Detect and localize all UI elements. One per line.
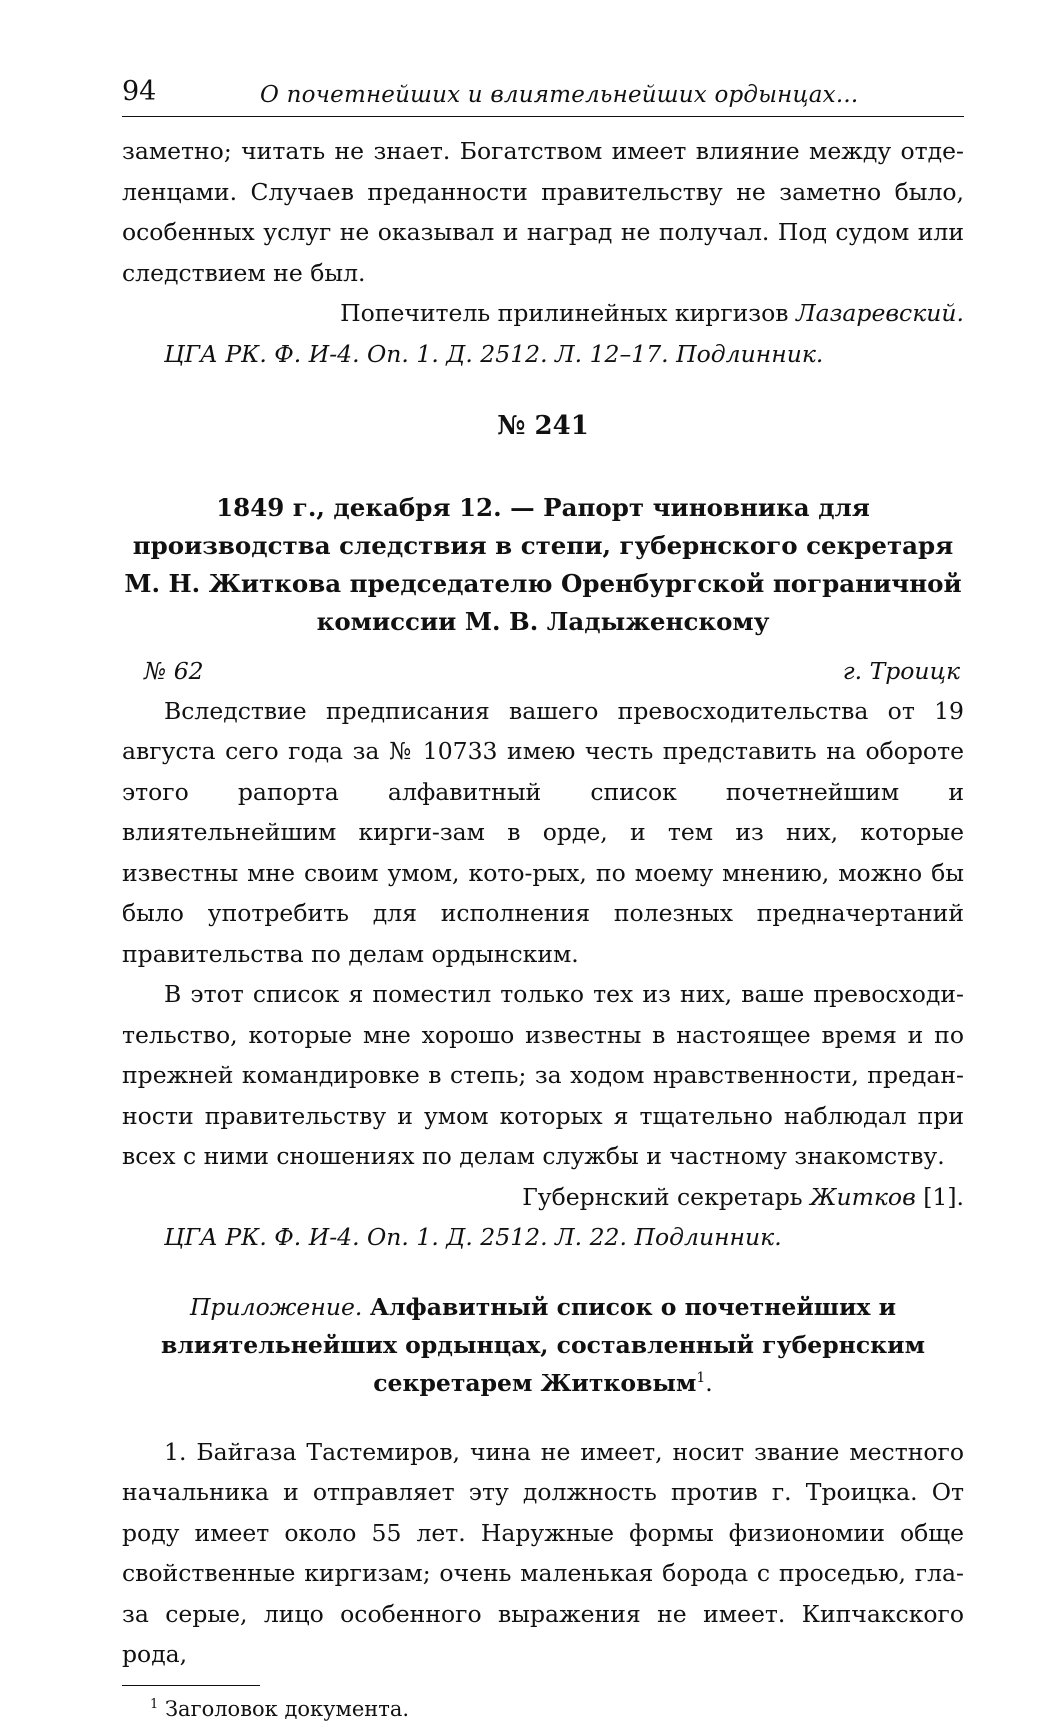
- footnote: [122, 1692, 964, 1726]
- signature-ref: [1].: [923, 1182, 964, 1211]
- appendix-title-end: .: [705, 1368, 713, 1397]
- footnote-text: Заголовок документа.: [164, 1696, 410, 1721]
- signature-zhitkov: [122, 1177, 964, 1218]
- signature-lazarevsky: [122, 293, 964, 334]
- archive-reference-1: ЦГА РК. Ф. И-4. Оп. 1. Д. 2512. Л. 12–17. Подлинник.: [164, 339, 824, 368]
- page-header: [122, 70, 964, 117]
- list-item: 1. Байгаза Тастемиров, чина не имеет, носит звание местного начальника и отправляет эту должность против г. Троицка. От роду имеет около 55 лет. Наружные формы физиономии обще свойственные киргизам; очень маленькая борода с проседью, гла-за серые, лицо особенного выражения не имеет. Кипчакского рода,: [122, 1437, 964, 1668]
- signature-role: Попечитель прилинейных киргизов: [340, 299, 789, 327]
- footnote-divider: [122, 1685, 260, 1686]
- document-number: № 241: [497, 411, 589, 441]
- signature-role: Губернский секретарь: [522, 1182, 803, 1211]
- footnote-mark: 1: [696, 1369, 706, 1386]
- place: г. Троицк: [842, 656, 960, 685]
- outgoing-number: № 62: [144, 656, 204, 685]
- appendix-heading: [122, 1288, 964, 1402]
- page-body: [122, 131, 964, 1726]
- signature-name: Лазаревский.: [795, 299, 964, 327]
- page-number: 94: [122, 76, 157, 107]
- document-title: 1849 г., декабря 12. — Рапорт чиновника для производства следствия в степи, губернского секретаря М. Н. Житкова председателю Оренбургской пограничной комиссии М. В. Ладыженскому: [124, 492, 962, 636]
- appendix-lead: Приложение.: [189, 1292, 363, 1321]
- running-title: О почетнейших и влиятельнейших ордынцах...: [260, 82, 859, 108]
- archive-reference-2: ЦГА РК. Ф. И-4. Оп. 1. Д. 2512. Л. 22. Подлинник.: [164, 1223, 782, 1251]
- footnote-number: 1: [150, 1696, 159, 1712]
- report-paragraph-2: В этот список я поместил только тех из них, ваше превосходи-тельство, которые мне хорошо известны в настоящее время и по прежней командировке в степь; за ходом нравственности, предан-ности правительству и умом которых я тщательно наблюдал при всех с ними сношениях по делам службы и частному знакомству.: [122, 980, 964, 1170]
- appendix-title: Алфавитный список о почетнейших и влиятельнейших ордынцах, составленный губернским секретарем Житковым: [161, 1292, 925, 1397]
- page: [122, 70, 964, 1726]
- number-place-row: [122, 651, 964, 691]
- continuation-paragraph: заметно; читать не знает. Богатством имеет влияние между отде-ленцами. Случаев преданности правительству не заметно было, особенных услуг не оказывал и наград не получал. Под судом или следствием не был.: [122, 137, 964, 287]
- signature-name: Житков: [810, 1182, 916, 1211]
- report-paragraph-1: Вследствие предписания вашего превосходительства от 19 августа сего года за № 10733 имею честь представить на обороте этого рапорта алфавитный список почетнейшим и влиятельнейшим кирги-зам в орде, и тем из них, которые известны мне своим умом, кото-рых, по моему мнению, можно бы было употребить для исполнения полезных предначертаний правительства по делам ордынским.: [122, 696, 964, 968]
